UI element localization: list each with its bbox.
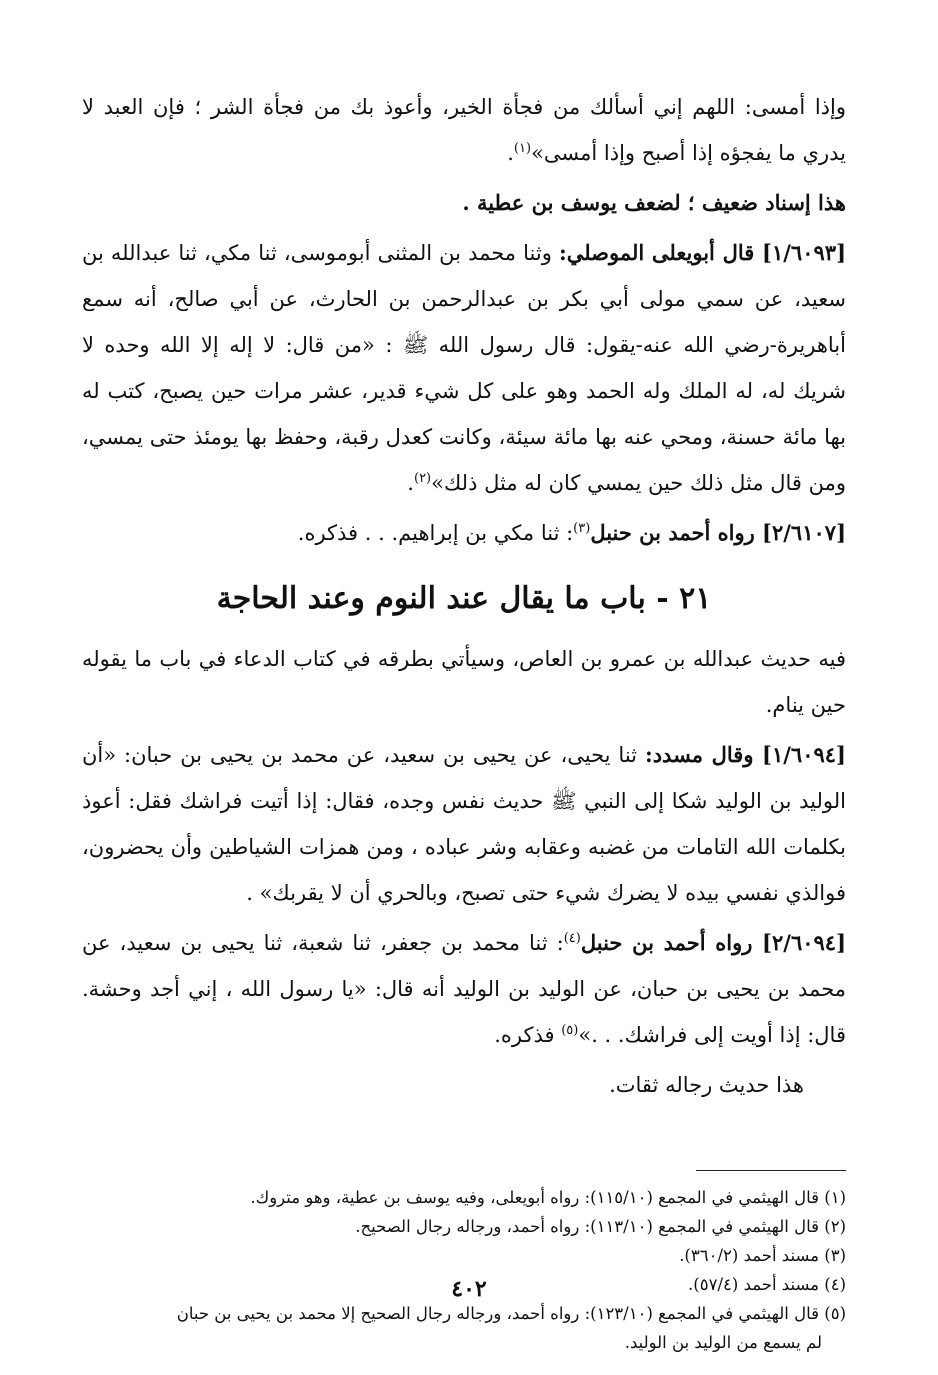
isnad-grading: هذا إسناد ضعيف ؛ لضعف يوسف بن عطية . — [462, 190, 846, 215]
hadith-6094-a-reference: [١/٦٠٩٤] وقال مسدد: — [644, 742, 846, 767]
hadith-6107-reference: [٢/٦١٠٧] رواه أحمد بن حنبل — [590, 520, 846, 545]
footnotes — [82, 1183, 846, 1357]
closing-grading: هذا حديث رجاله ثقات. — [609, 1073, 804, 1097]
footnote-divider — [696, 1170, 846, 1171]
footnote-2: (٢) قال الهيثمي في المجمع (١١٣/١٠): رواه أحمد، ورجاله رجال الصحيح. — [355, 1217, 846, 1236]
footnote-4: (٤) مسند أحمد (٥٧/٤). — [688, 1275, 846, 1294]
footnote-ref-1[interactable]: (١) — [513, 141, 532, 156]
hadith-6093: [١/٦٠٩٣] قال أبويعلى الموصلي: وثنا محمد بن المثنى أبوموسى، ثنا مكي، ثنا عبدالله بن سعيد، عن سمي مولى أبي بكر بن عبدالرحمن بن الحارث، عن أبي صالح، أنه سمع أباهريرة-رضي الله عنه-يقول: قال رسول الله ﷺ : «من قال: لا إله إلا الله وحده لا شريك له، له الملك وله الحمد وهو على كل شيء قدير، عشر مرات حين يصبح، كتب له بها مائة حسنة، ومحي عنه بها مائة سيئة، وكانت كعدل رقبة، وحفظ بها يومئذ حتى يمسي، ومن قال مثل ذلك حين يمسي كان له مثل ذلك»$^{(٢)}$. — [82, 240, 846, 495]
hadith-6094-b-text: : ثنا محمد بن جعفر، ثنا شعبة، ثنا يحيى بن سعيد، عن محمد بن يحيى بن حبان، عن الوليد بن الوليد أنه قال: «يا رسول الله ، إني أجد وحشة. قال: إذا أويت إلى فراشك. . .» — [82, 931, 847, 1047]
hadith-6094-a — [82, 732, 846, 916]
footnote-5-continuation: لم يسمع من الوليد بن الوليد. — [624, 1333, 822, 1352]
page-number: ٤٠٢ — [451, 1276, 487, 1302]
paragraph-du-a-evening: وإذا أمسى: اللهم إني أسألك من فجأة الخير، وأعوذ بك من فجأة الشر ؛ فإن العبد لا يدري ما يفجؤه إذا أصبح وإذا أمسى»$^{(١)}$. — [82, 95, 846, 165]
hadith-6107-text: : ثنا مكي بن إبراهيم. . . فذكره. — [297, 521, 574, 545]
footnote-5: (٥) قال الهيثمي في المجمع (١٢٣/١٠): رواه أحمد، ورجاله رجال الصحيح إلا محمد بن يحيى بن حبان — [176, 1304, 846, 1323]
hadith-6094-b-reference: [٢/٦٠٩٤] رواه أحمد بن حنبل — [580, 930, 847, 955]
footnote-ref-4[interactable]: (٤) — [563, 931, 581, 946]
hadith-6107 — [82, 510, 846, 556]
hadith-6094-a-text: ثنا يحيى، عن يحيى بن سعيد، عن محمد بن يحيى بن حبان: «أن الوليد بن الوليد شكا إلى النبي ﷺ حديث نفس وجده، فقال: إذا أتيت فراشك فقل: أعوذ بكلمات الله التامات من غضبه وعقابه وشر عباده ، ومن همزات الشياطين وأن يحضرون، فوالذي نفسي بيده لا يضرك شيء حتى تصبح، وبالحري أن لا يقربك» . — [82, 743, 846, 905]
footnote-ref-5[interactable]: (٥) — [561, 1023, 579, 1038]
hadith-6093-text: وثنا محمد بن المثنى أبوموسى، ثنا مكي، ثنا عبدالله بن سعيد، عن سمي مولى أبي بكر بن عبدالرحمن بن الحارث، عن أبي صالح، أنه سمع أباهريرة-رضي الله عنه-يقول: قال رسول الله ﷺ : «من قال: لا إله إلا الله وحده لا شريك له، له الملك وله الحمد وهو على كل شيء قدير، عشر مرات حين يصبح، كتب له بها مائة حسنة، ومحي عنه بها مائة سيئة، وكانت كعدل رقبة، وحفظ بها يومئذ حتى يمسي، ومن قال مثل ذلك حين يمسي كان له مثل ذلك» — [82, 241, 846, 495]
footnote-ref-3[interactable]: (٣) — [573, 521, 591, 536]
footnote-ref-2[interactable]: (٢) — [413, 471, 432, 486]
footnote-1: (١) قال الهيثمي في المجمع (١١٥/١٠): رواه أبويعلى، وفيه يوسف بن عطية، وهو متروك. — [250, 1188, 846, 1207]
hadith-6093-reference: [١/٦٠٩٣] قال أبويعلى الموصلي: — [558, 240, 846, 265]
chapter-intro: فيه حديث عبدالله بن عمرو بن العاص، وسيأتي بطرقه في كتاب الدعاء في باب ما يقوله حين ينام. — [82, 647, 846, 717]
chapter-heading: ٢١ - باب ما يقال عند النوم وعند الحاجة — [216, 581, 712, 616]
footnote-3: (٣) مسند أحمد (٣٦٠/٢). — [679, 1246, 846, 1265]
hadith-6094-b: [٢/٦٠٩٤] رواه أحمد بن حنبل$^{(٤)}$: ثنا محمد بن جعفر، ثنا شعبة، ثنا يحيى بن سعيد، عن محمد بن يحيى بن حبان، عن الوليد بن الوليد أنه قال: «يا رسول الله ، إني أجد وحشة. قال: إذا أويت إلى فراشك. . .»$^{(٥)}$ فذكره. — [82, 930, 847, 1047]
